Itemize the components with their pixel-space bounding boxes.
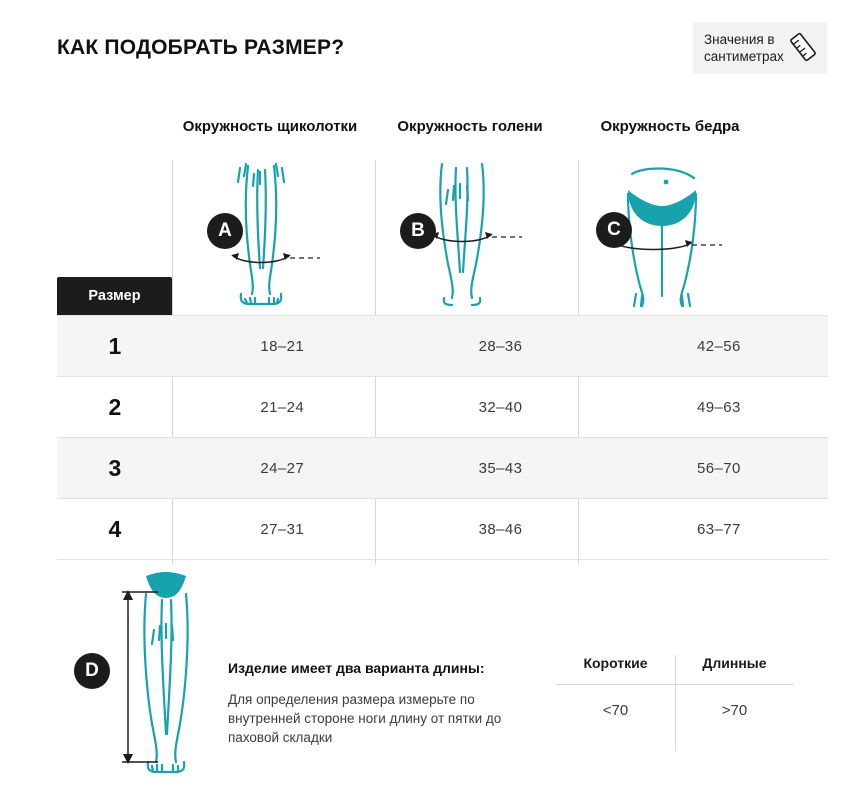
cell-size: 1	[57, 316, 173, 377]
marker-b: B	[400, 213, 436, 249]
column-header-calf: Окружность голени	[397, 118, 543, 135]
table-row	[57, 438, 828, 499]
length-lead: Изделие имеет два варианта длины:	[228, 660, 485, 676]
length-explanation	[228, 660, 548, 747]
column-header-thigh: Окружность бедра	[600, 118, 740, 135]
figure-ankle	[170, 160, 370, 308]
cell-calf: 28–36	[391, 316, 609, 377]
length-table-vertical-divider	[675, 655, 676, 751]
figure-length	[110, 568, 230, 776]
page-title: КАК ПОДОБРАТЬ РАЗМЕР?	[57, 36, 345, 59]
cell-thigh: 42–56	[610, 316, 828, 377]
table-row	[57, 316, 828, 377]
length-value-long: >70	[721, 702, 748, 719]
cell-calf: 38–46	[391, 499, 609, 560]
cell-size: 3	[57, 438, 173, 499]
cell-thigh: 56–70	[610, 438, 828, 499]
marker-c: C	[596, 212, 632, 248]
cell-ankle: 18–21	[173, 316, 391, 377]
cell-calf: 35–43	[391, 438, 609, 499]
cell-ankle: 27–31	[173, 499, 391, 560]
marker-a: A	[207, 213, 243, 249]
cell-ankle: 21–24	[173, 377, 391, 438]
size-column-header: Размер	[57, 277, 172, 315]
cell-size: 2	[57, 377, 173, 438]
units-badge	[693, 22, 827, 74]
cell-thigh: 49–63	[610, 377, 828, 438]
length-header-short: Короткие	[583, 655, 648, 671]
length-value-short: <70	[602, 702, 629, 719]
column-header-ankle: Окружность щиколотки	[182, 118, 358, 135]
table-row	[57, 377, 828, 438]
length-description: Для определения размера измерьте по внутренней стороне ноги длину от пятки до паховой складки	[228, 692, 502, 745]
cell-size: 4	[57, 499, 173, 560]
table-row	[57, 499, 828, 560]
cell-calf: 32–40	[391, 377, 609, 438]
cell-thigh: 63–77	[610, 499, 828, 560]
ruler-icon	[788, 32, 818, 67]
marker-d: D	[74, 653, 110, 689]
cell-ankle: 24–27	[173, 438, 391, 499]
length-table	[556, 655, 794, 719]
size-table	[57, 315, 828, 560]
units-note: Значения в сантиметрах	[704, 32, 784, 64]
length-header-long: Длинные	[702, 655, 767, 671]
